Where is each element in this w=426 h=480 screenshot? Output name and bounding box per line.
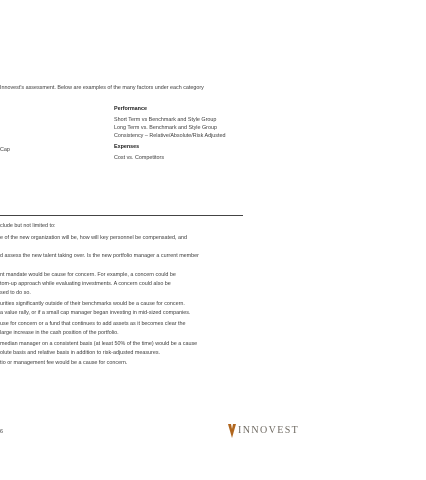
- body-line: olute basis and relative basis in addition to risk-adjusted measures.: [0, 350, 161, 356]
- performance-item: Long Term vs. Benchmark and Style Group: [114, 125, 217, 131]
- body-line: use for concern or a fund that continues to add assets as it becomes clear the: [0, 321, 186, 327]
- performance-item: Short Term vs Benchmark and Style Group: [114, 117, 217, 123]
- performance-heading: Performance: [114, 106, 147, 112]
- expenses-item: Cost vs. Competitors: [114, 155, 165, 161]
- expenses-heading: Expenses: [114, 144, 140, 150]
- body-line: nt mandate would be cause for concern. For example, a concern could be: [0, 272, 176, 278]
- body-line: sed to do so.: [0, 290, 31, 296]
- performance-item: Consistency – Relative/Absolute/Risk Adjusted: [114, 133, 226, 139]
- body-line: d assess the new talent taking over. Is the new portfolio manager a current member: [0, 253, 199, 259]
- section-divider: [0, 215, 243, 216]
- body-line: a value rally, or if a small cap manager began investing in mid-sized companies.: [0, 310, 191, 316]
- body-line: clude but not limited to:: [0, 223, 56, 229]
- page-number: 6: [0, 429, 3, 435]
- body-line: median manager on a consistent basis (at least 50% of the time) would be a cause: [0, 341, 198, 347]
- innovest-mark-icon: [228, 424, 236, 438]
- body-line: e of the new organization will be, how will key personnel be compensated, and: [0, 235, 187, 241]
- intro-text: Innovest's assessment. Below are examples of the many factors under each category: [0, 85, 204, 91]
- body-line: tom-up approach while evaluating investments. A concern could also be: [0, 281, 171, 287]
- body-line: urities significantly outside of their benchmarks would be a cause for concern.: [0, 301, 185, 307]
- body-line: large increase in the cash position of the portfolio.: [0, 330, 119, 336]
- innovest-logo: [228, 424, 299, 438]
- left-fragment: Cap: [0, 147, 10, 153]
- body-line: tio or management fee would be a cause for concern.: [0, 360, 128, 366]
- logo-wordmark: INNOVEST: [238, 425, 300, 436]
